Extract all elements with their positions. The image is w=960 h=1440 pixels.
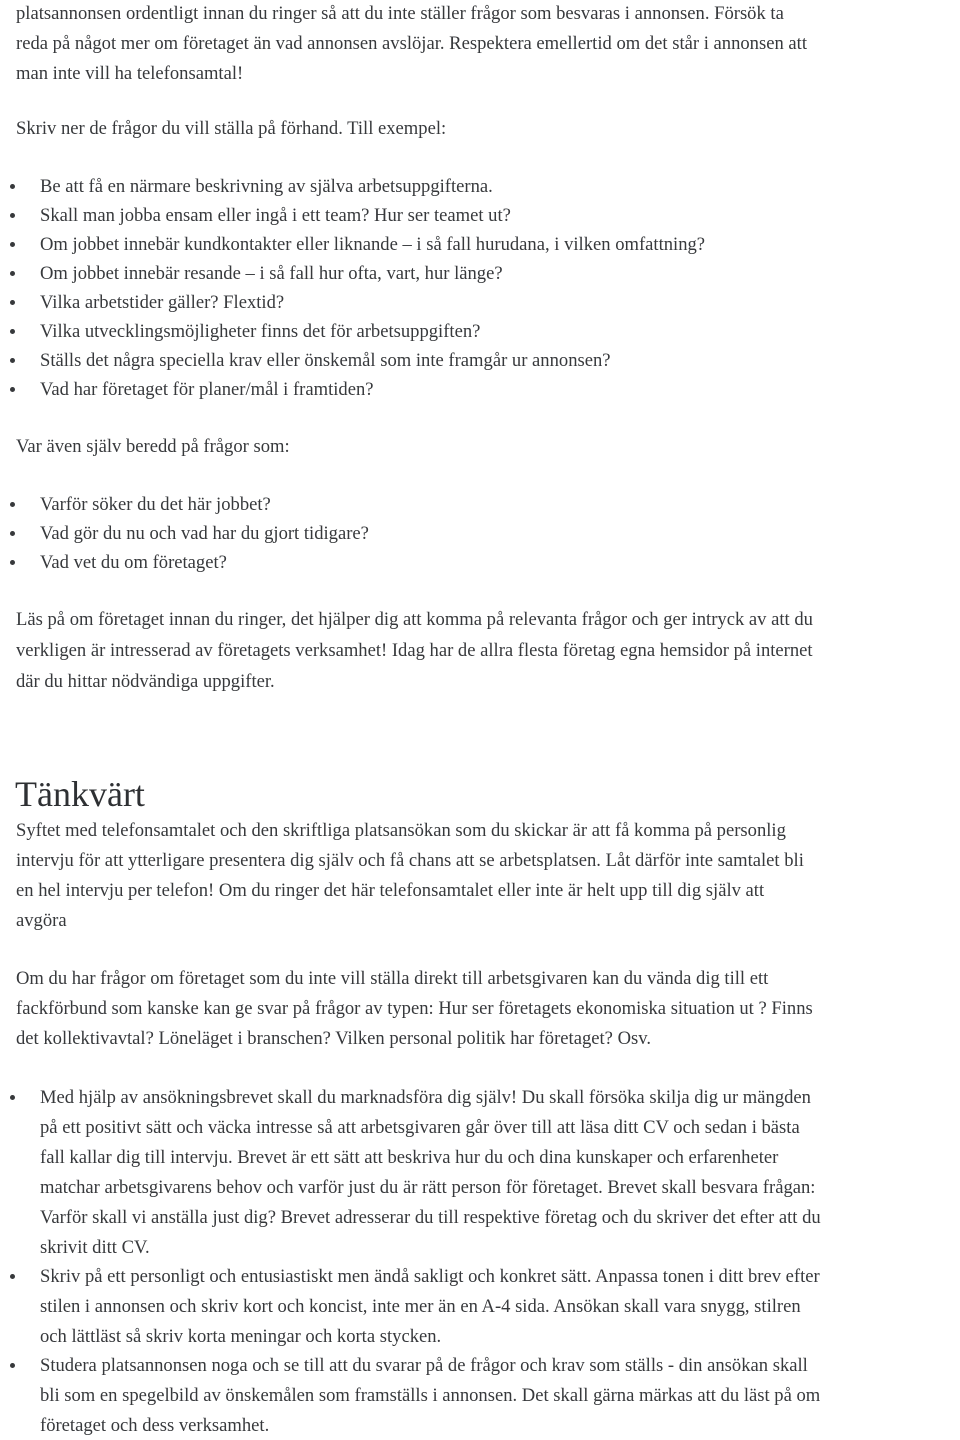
list-item: Om jobbet innebär resande – i så fall hur ofta, vart, hur länge? [40,263,503,284]
paragraph-line: intervju för att ytterligare presentera dig själv och få chans att se arbetsplatsen. Låt därför inte samtalet bli [16,850,804,871]
bullet-icon [10,1363,15,1368]
list-item-line: matchar arbetsgivarens behov och varför just du är rätt person för företaget. Brevet skall besvara frågan: [40,1177,816,1198]
paragraph-line: Om du har frågor om företaget som du inte vill ställa direkt till arbetsgivaren kan du vända dig till ett [16,968,769,989]
list-item: Vad vet du om företaget? [40,552,227,573]
list-item: Vad har företaget för planer/mål i framtiden? [40,379,374,400]
paragraph-line: det kollektivavtal? Löneläget i branschen? Vilken personal politik har företaget? Osv. [16,1028,651,1049]
list-item: Varför söker du det här jobbet? [40,494,271,515]
list-item-line: skrivit ditt CV. [40,1237,150,1258]
list-item-line: stilen i annonsen och skriv kort och koncist, inte mer än en A-4 sida. Ansökan skall vara snygg, stilren [40,1296,801,1317]
list-item: Vilka utvecklingsmöjligheter finns det för arbetsuppgiften? [40,321,481,342]
be-ready-lead: Var även själv beredd på frågor som: [16,436,290,457]
list-item: Skall man jobba ensam eller ingå i ett team? Hur ser teamet ut? [40,205,511,226]
intro-line: man inte vill ha telefonsamtal! [16,63,244,84]
bullet-icon [10,387,15,392]
paragraph-line: en hel intervju per telefon! Om du ringer det här telefonsamtalet eller inte är helt upp till dig själv att [16,880,765,901]
research-line: verkligen är intresserad av företagets verksamhet! Idag har de allra flesta företag egna hemsidor på internet [16,640,813,661]
bullet-icon [10,242,15,247]
list-item-line: och lättläst så skriv korta meningar och korta stycken. [40,1326,442,1347]
bullet-icon [10,531,15,536]
list-item: Om jobbet innebär kundkontakter eller liknande – i så fall hurudana, i vilken omfattning? [40,234,706,255]
list-item: Vad gör du nu och vad har du gjort tidigare? [40,523,369,544]
research-line: Läs på om företaget innan du ringer, det hjälper dig att komma på relevanta frågor och ger intryck av att du [16,609,813,630]
bullet-icon [10,1274,15,1279]
bullet-icon [10,300,15,305]
bullet-icon [10,358,15,363]
list-item-line: bli som en spegelbild av önskemålen som framställs i annonsen. Det skall gärna märkas att du läst på om [40,1385,821,1406]
list-item-line: Studera platsannonsen noga och se till att du svarar på de frågor och krav som ställs - din ansökan skall [40,1355,808,1376]
list-item: Vilka arbetstider gäller? Flextid? [40,292,285,313]
list-item-line: Varför skall vi anställa just dig? Brevet adresserar du till respektive företag och du skriver det efter att du [40,1207,821,1228]
bullet-icon [10,213,15,218]
questions-lead: Skriv ner de frågor du vill ställa på förhand. Till exempel: [16,118,447,139]
section-heading: Tänkvärt [15,774,145,814]
list-item-line: Skriv på ett personligt och entusiastiskt men ändå sakligt och konkret sätt. Anpassa tonen i ditt brev efter [40,1266,820,1287]
bullet-icon [10,184,15,189]
list-item-line: fall kallar dig till intervju. Brevet är ett sätt att beskriva hur du och dina kunskaper och erfarenheter [40,1147,779,1168]
research-line: där du hittar nödvändiga uppgifter. [16,671,275,692]
intro-line: reda på något mer om företaget än vad annonsen avslöjar. Respektera emellertid om det står i annonsen att [16,33,807,54]
bullet-icon [10,329,15,334]
list-item: Ställs det några speciella krav eller önskemål som inte framgår ur annonsen? [40,350,611,371]
intro-line: platsannonsen ordentligt innan du ringer så att du inte ställer frågor som besvaras i annonsen. Försök ta [16,3,784,24]
bullet-icon [10,502,15,507]
paragraph-line: fackförbund som kanske kan ge svar på frågor av typen: Hur ser företagets ekonomiska situation ut ? Finns [16,998,813,1019]
bullet-icon [10,271,15,276]
bullet-icon [10,1095,15,1100]
list-item-line: företaget och dess verksamhet. [40,1415,270,1436]
list-item: Be att få en närmare beskrivning av själva arbetsuppgifterna. [40,176,493,197]
list-item-line: Med hjälp av ansökningsbrevet skall du marknadsföra dig själv! Du skall försöka skilja dig ur mängden [40,1087,811,1108]
list-item-line: på ett positivt sätt och väcka intresse så att arbetsgivaren går över till att läsa ditt CV och sedan i bästa [40,1117,800,1138]
bullet-icon [10,560,15,565]
paragraph-line: avgöra [16,910,67,931]
paragraph-line: Syftet med telefonsamtalet och den skriftliga platsansökan som du skickar är att få komma på personlig [16,820,786,841]
